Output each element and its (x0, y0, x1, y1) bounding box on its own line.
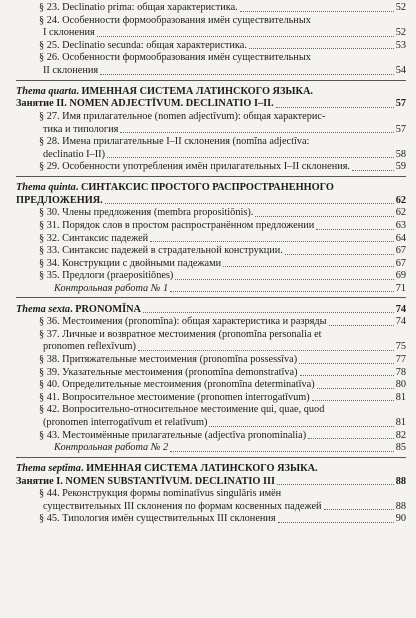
toc-entry-28-line1: § 28. Имена прилагательные I–II склонения (nomĭna adjectīva: (39, 136, 310, 148)
toc-entry-42: (pronomen interrogatīvum et relatīvum) 81 (43, 417, 406, 429)
toc-entry-37-line1: § 37. Личные и возвратное местоимения (pronomĭna personalia et (39, 328, 322, 340)
section-divider (16, 80, 406, 81)
toc-entry-26-line1: § 26. Особенности формообразования имён существительных (39, 52, 311, 64)
section-divider (16, 297, 406, 298)
toc-entry-29: § 29. Особенности употребления имён прилагательных I–II склонения. 59 (39, 161, 406, 173)
chapter-6-title: Thema sexta. PRONOMĬNA 74 (16, 303, 406, 315)
toc-entry-44: существительных III склонения по формам косвенных падежей 88 (43, 500, 406, 512)
toc-entry-24-line1: § 24. Особенности формообразования имён существительных (39, 14, 311, 26)
toc-section-syntax (16, 207, 406, 295)
toc-chapter-5 (16, 182, 406, 207)
toc-entry-27-line1: § 27. Имя прилагательное (nomen adjectīvum): общая характерис- (39, 110, 326, 122)
toc-entry-34: § 34. Конструкции с двойными падежами 67 (39, 257, 406, 269)
toc-section-pronomina (16, 316, 406, 455)
chapter-7-title: Thema septĭma. ИМЕННАЯ СИСТЕМА ЛАТИНСКОГО ЯЗЫКА. (16, 462, 318, 474)
chapter-4-title: Thema quarta. ИМЕННАЯ СИСТЕМА ЛАТИНСКОГО ЯЗЫКА. (16, 85, 313, 97)
chapter-7-lesson: Занятие I. NOMEN SUBSTANTĪVUM. DECLINATIO III 88 (16, 475, 406, 487)
toc-entry-36: § 36. Местоимения (pronomĭna): общая характеристика и разряды 74 (39, 316, 406, 328)
chapter-5-title: Thema quinta. СИНТАКСИС ПРОСТОГО РАСПРОСТРАНЕННОГО (16, 181, 334, 193)
toc-chapter-4 (16, 86, 406, 111)
toc-entry-33: § 33. Синтаксис падежей в страдательной конструкции. 67 (39, 245, 406, 257)
toc-entry-38: § 38. Притяжательные местоимения (pronomĭna possessīva) 77 (39, 354, 406, 366)
chapter-4-lesson: Занятие II. NOMEN ADJECTĪVUM. DECLINATIO I–II. 57 (16, 98, 406, 110)
toc-entry-45: § 45. Типология имён существительных III склонения 90 (39, 513, 406, 525)
toc-section-declinatio (16, 2, 406, 78)
toc-entry-25: § 25. Declinatio secunda: общая характеристика. 53 (39, 39, 406, 51)
toc-entry-30: § 30. Члены предложения (membra propositiōnis). 62 (39, 207, 406, 219)
toc-entry-35: § 35. Предлоги (praepositiōnes) 69 (39, 270, 406, 282)
toc-entry-31: § 31. Порядок слов в простом распространённом предложении 63 (39, 219, 406, 231)
toc-entry-44-line1: § 44. Реконструкция формы nominatīvus singulāris имён (39, 488, 282, 500)
toc-test-1: Контрольная работа № 1 71 (54, 282, 406, 294)
toc-entry-41: § 41. Вопросительное местоимение (pronomen interrogatīvum) 81 (39, 391, 406, 403)
section-divider (16, 457, 406, 458)
toc-chapter-6 (16, 303, 406, 316)
toc-entry-28: declinatio I–II) 58 (43, 148, 406, 160)
chapter-5-title-cont: ПРЕДЛОЖЕНИЯ. 62 (16, 194, 406, 206)
toc-entry-42-line1: § 42. Вопросительно-относительное местоимение qui, quae, quod (39, 404, 325, 416)
toc-chapter-7 (16, 463, 406, 488)
toc-entry-23: § 23. Declinatio prima: общая характеристика. 52 (39, 2, 406, 13)
toc-section-declinatio-3 (16, 488, 406, 526)
toc-entry-26: II склонения 54 (43, 64, 406, 76)
toc-entry-43: § 43. Местоимённые прилагательные (adjectīva pronominalia) 82 (39, 429, 406, 441)
toc-entry-40: § 40. Определительные местоимения (pronomĭna determinatīva) 80 (39, 379, 406, 391)
toc-entry-32: § 32. Синтаксис падежей 64 (39, 232, 406, 244)
section-divider (16, 176, 406, 177)
toc-entry-37: pronomen reflexīvum) 75 (43, 341, 406, 353)
toc-section-adjectivum (16, 111, 406, 174)
toc-entry-24: I склонения 52 (43, 27, 406, 39)
toc-entry-39: § 39. Указательные местоимения (pronomĭna demonstratīva) 78 (39, 366, 406, 378)
toc-entry-27: тика и типология 57 (43, 123, 406, 135)
toc-test-2: Контрольная работа № 2 85 (54, 442, 406, 454)
